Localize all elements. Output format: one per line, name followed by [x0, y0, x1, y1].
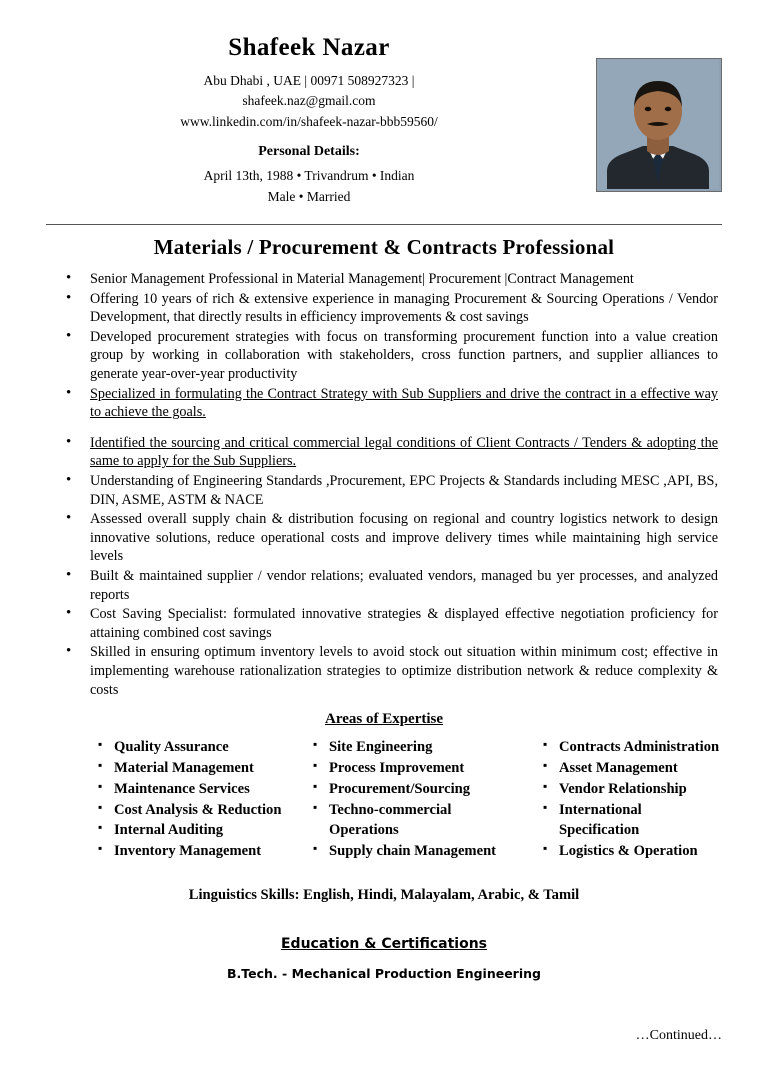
education-degree: B.Tech. - Mechanical Production Engineering	[227, 966, 541, 982]
list-item: • Cost Saving Specialist: formulated innovative strategies & displayed effective negotiation proficiency for attaining combined cost savings	[78, 605, 718, 642]
education-heading: Education & Certifications	[280, 936, 488, 953]
page-title: Shafeek Nazar	[228, 34, 390, 61]
contact-email: shafeek.naz@gmail.com	[242, 93, 376, 109]
list-item: ▪ Contracts Administration	[543, 738, 722, 757]
list-item: ▪ Site Engineering	[313, 738, 543, 757]
list-item: ▪ Procurement/Sourcing	[313, 780, 543, 799]
areas-of-expertise-grid	[46, 738, 722, 863]
list-item: • Offering 10 years of rich & extensive experience in managing Procurement & Sourcing Operations / Vendor Development, that directly results in efficiency improvements & cost savings	[78, 290, 718, 327]
skills-column-1	[98, 738, 313, 863]
header-divider	[46, 224, 722, 225]
list-item: ▪ Process Improvement	[313, 759, 543, 778]
list-item: • Understanding of Engineering Standards ,Procurement, EPC Projects & Standards including MESC ,API, BS, DIN, ASME, ASTM & NACE	[78, 472, 718, 509]
list-item: • Built & maintained supplier / vendor relations; evaluated vendors, managed bu yer processes, and analyzed reports	[78, 567, 718, 604]
continued-footer: …Continued…	[635, 1028, 722, 1043]
list-item: • Assessed overall supply chain & distribution focusing on regional and country logistics network to design innovative solutions, reduce operational costs and improve delivery times while maintaining high service levels	[78, 510, 718, 566]
list-item: ▪ Supply chain Management	[313, 842, 543, 861]
contact-linkedin[interactable]: www.linkedin.com/in/shafeek-nazar-bbb59560/	[180, 114, 438, 130]
areas-of-expertise-heading: Areas of Expertise	[324, 711, 444, 728]
contact-line-1: Abu Dhabi , UAE | 00971 508927323 |	[203, 72, 415, 88]
avatar	[596, 58, 722, 192]
list-item: ▪ Asset Management	[543, 759, 722, 778]
list-item: ▪ Internal Auditing	[98, 821, 313, 840]
list-item: Operations	[329, 822, 399, 839]
list-item: ▪ Quality Assurance	[98, 738, 313, 757]
linguistics-skills: Linguistics Skills: English, Hindi, Malayalam, Arabic, & Tamil	[188, 887, 580, 904]
personal-details-line-2: Male • Married	[267, 189, 351, 205]
profile-title: Materials / Procurement & Contracts Professional	[153, 235, 615, 260]
summary-bullet-list	[46, 270, 722, 699]
list-item: ▪ Techno-commercial	[313, 801, 543, 820]
list-item: ▪ Vendor Relationship	[543, 780, 722, 799]
list-item: ▪ Maintenance Services	[98, 780, 313, 799]
list-item: • Senior Management Professional in Material Management| Procurement |Contract Management	[78, 270, 718, 289]
personal-details-line-1: April 13th, 1988 • Trivandrum • Indian	[203, 168, 415, 184]
skills-column-3	[543, 738, 722, 863]
list-item: ▪ Logistics & Operation	[543, 842, 722, 861]
list-item: ▪ Cost Analysis & Reduction	[98, 801, 313, 820]
list-item: Specification	[559, 822, 640, 839]
list-item: • Identified the sourcing and critical commercial legal conditions of Client Contracts / Tenders & adopting the same to apply for the Sub Suppliers.	[78, 434, 718, 471]
list-item: ▪ Inventory Management	[98, 842, 313, 861]
personal-details-heading: Personal Details:	[258, 144, 360, 160]
portrait-photo-icon	[597, 59, 719, 189]
list-item: • Developed procurement strategies with focus on transforming procurement function into a value creation group by working in collaboration with stakeholders, cross function partners, and supplier alliances to generate year-over-year productivity	[78, 328, 718, 384]
skills-column-2	[313, 738, 543, 863]
resume-header	[46, 34, 722, 208]
list-item: ▪ Material Management	[98, 759, 313, 778]
list-item: ▪ International	[543, 801, 722, 820]
list-item: • Specialized in formulating the Contract Strategy with Sub Suppliers and drive the contract in a effective way to achieve the goals.	[78, 385, 718, 422]
list-item: • Skilled in ensuring optimum inventory levels to avoid stock out situation within minimum cost; effective in implementing warehouse rationalization strategies to optimize distribution network & reduce complexity & costs	[78, 643, 718, 699]
